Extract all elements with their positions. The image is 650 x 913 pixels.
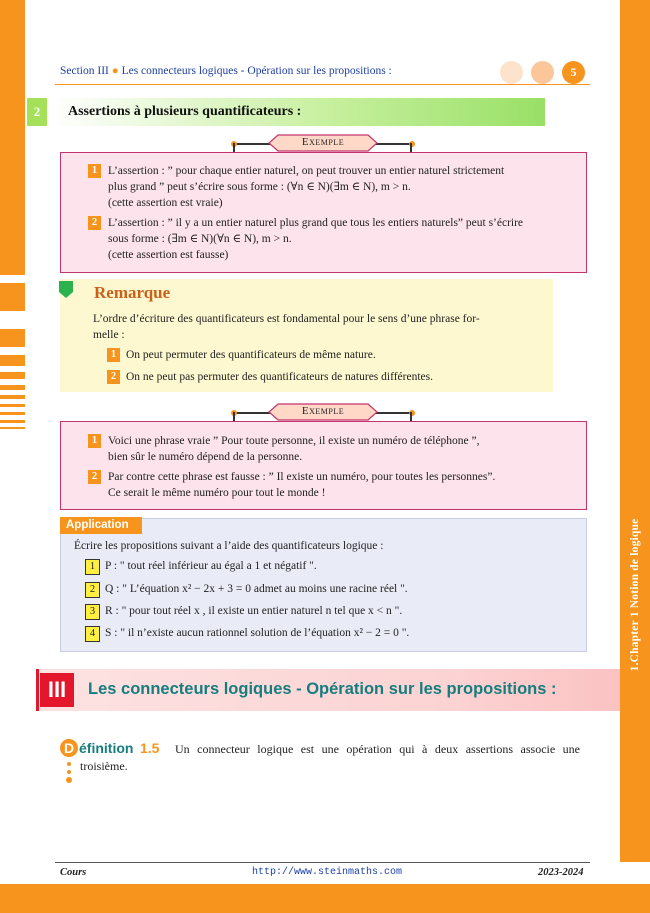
example-label: Exemple [268,403,378,421]
left-strip-block [0,329,25,347]
remark-item-text: On peut permuter des quantificateurs de même nature. [126,349,376,361]
application-item: R : " pour tout réel x , il existe un entier naturel n tel que x < n ". [105,605,403,617]
application-label: Application [60,517,142,534]
application-item: S : " il n’existe aucun rationnel solution de l’équation x² − 2 = 0 ". [105,627,410,639]
definition-dot [66,777,72,783]
left-strip-block [0,420,25,423]
bullet-icon: ● [111,65,119,77]
definition-initial: D [60,739,78,757]
item-number: 2 [88,470,101,484]
item-number: 1 [88,434,101,448]
footer-link[interactable]: http://www.steinmaths.com [252,867,403,878]
remark-title: Remarque [94,283,171,302]
section-number-accent [36,669,39,711]
footer-rule [55,862,590,863]
definition-dot [67,770,71,774]
section-title: Les connecteurs logiques - Opération sur les propositions : [88,680,557,698]
item-number: 4 [85,626,100,642]
remark-item-text: On ne peut pas permuter des quantificateurs de natures différentes. [126,371,433,383]
example-item-text: L’assertion : ” il y a un entier naturel plus grand que tous les entiers naturels” peut s’écrire sous forme : (∃m ∈ N)(∀n ∈ N), m > n. (cette assertion est fausse) [108,217,524,261]
application-item: P : " tout réel inférieur au égal a 1 et négatif ". [105,560,317,572]
example-label: Exemple [268,134,378,152]
left-strip-block [0,283,25,311]
header-rule [55,84,590,85]
definition-text: Un connecteur logique est une opération qui à deux assertions associe une troisième. [80,742,580,773]
footer-year: 2023-2024 [538,867,584,878]
bottom-bar [0,884,650,913]
left-strip-block [0,395,25,399]
left-strip-block [0,427,25,429]
header-section-label: Section III [60,65,109,77]
application-intro: Écrire les propositions suivant a l’aide des quantificateurs logique : [74,540,384,552]
remark-marker-icon [59,281,73,298]
application-item: Q : " L’équation x² − 2x + 3 = 0 admet au moins une racine réel ". [105,583,408,595]
header-circle-medium [531,61,554,84]
header-circle-light [500,61,523,84]
example-item-text: Voici une phrase vraie ” Pour toute personne, il existe un numéro de téléphone ”, bien sûr le numéro dépend de la personne. [108,435,480,463]
item-number: 3 [85,604,100,620]
left-strip-block [0,372,25,379]
remark-text: L’ordre d’écriture des quantificateurs est fondamental pour le sens d’une phrase for- melle : [93,313,480,341]
header-section-title: Les connecteurs logiques - Opération sur les propositions : [121,65,392,77]
item-number: 1 [88,164,101,178]
definition-number: 1.5 [140,740,160,756]
left-strip-block [0,355,25,366]
item-number: 2 [85,582,100,598]
definition-dot [67,762,71,766]
item-number: 2 [88,216,101,230]
chapter-label: 1.Chapter 1 Notion de logique [629,518,641,672]
running-header [60,65,392,77]
section-number: III [40,673,74,707]
left-strip-block [0,412,25,415]
item-number: 1 [107,348,120,362]
subsection-title: Assertions à plusieurs quantificateurs : [68,104,302,119]
item-number: 2 [107,370,120,384]
page-number: 5 [562,61,585,84]
example-item-text: Par contre cette phrase est fausse : ” Il existe un numéro, pour toutes les personnes”. Ce serait le même numéro pour tout le monde ! [108,471,496,499]
left-strip-block [0,385,25,390]
footer-left: Cours [60,867,87,878]
chapter-band [620,0,650,862]
left-strip-top [0,0,25,275]
subsection-number: 2 [27,98,47,126]
example-item-text: L’assertion : ” pour chaque entier naturel, on peut trouver un entier naturel strictement plus grand ” peut s’écrire sous forme : (∀n ∈ N)(∃m ∈ N), m > n. (cette assertion est vraie) [108,165,505,209]
item-number: 1 [85,559,100,575]
left-strip-block [0,404,25,407]
definition-word: éfinition [79,740,134,756]
